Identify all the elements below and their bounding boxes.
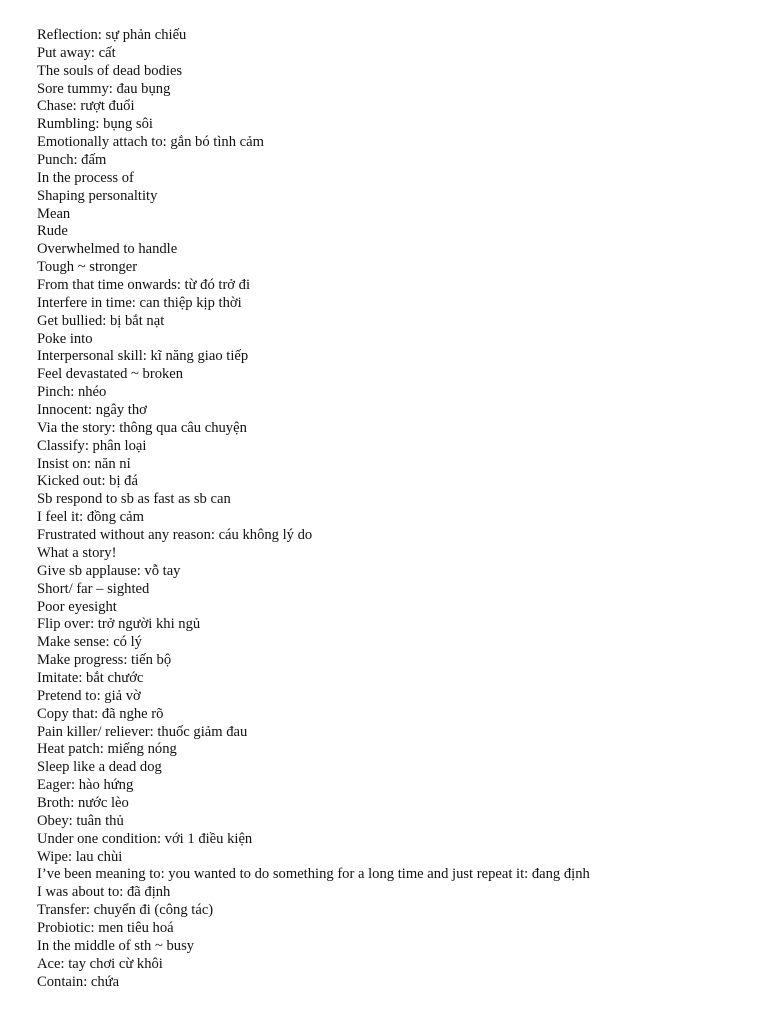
- vocab-line: Pinch: nhéo: [37, 384, 107, 401]
- vocab-line: Imitate: bắt chước: [37, 669, 144, 686]
- vocab-line: I’ve been meaning to: you wanted to do something for a long time and just repeat it: đang định: [37, 866, 590, 883]
- vocab-line: Classify: phân loại: [37, 437, 147, 454]
- vocab-line: Ace: tay chơi cừ khôi: [37, 955, 163, 972]
- vocab-line: The souls of dead bodies: [37, 62, 183, 79]
- vocab-line: Wipe: lau chùi: [37, 848, 123, 865]
- vocab-line: Pain killer/ reliever: thuốc giảm đau: [37, 723, 248, 740]
- vocab-line: Rude: [37, 223, 68, 240]
- vocab-line: Sb respond to sb as fast as sb can: [37, 491, 231, 508]
- vocab-line: Mean: [37, 205, 71, 222]
- vocab-line: Get bullied: bị bắt nạt: [37, 312, 165, 329]
- vocab-line: Poor eyesight: [37, 598, 117, 615]
- vocab-line: In the process of: [37, 169, 134, 186]
- vocab-line: Obey: tuân thủ: [37, 812, 124, 829]
- vocab-line: Innocent: ngây thơ: [37, 402, 147, 419]
- vocab-line: Flip over: trở người khi ngủ: [37, 616, 201, 633]
- vocab-line: In the middle of sth ~ busy: [37, 937, 195, 954]
- vocab-line: Broth: nước lèo: [37, 794, 129, 811]
- vocab-line: Frustrated without any reason: cáu không lý do: [37, 527, 313, 544]
- vocab-line: Reflection: sự phản chiếu: [37, 27, 187, 43]
- vocab-line: What a story!: [37, 544, 117, 561]
- vocab-line: Put away: cất: [37, 44, 116, 61]
- vocabulary-list: [37, 27, 760, 991]
- vocab-line: Give sb applause: vỗ tay: [37, 562, 181, 579]
- vocab-line: Interfere in time: can thiệp kịp thời: [37, 294, 242, 311]
- vocab-line: Via the story: thông qua câu chuyện: [37, 419, 247, 436]
- vocab-line: Eager: hào hứng: [37, 777, 134, 794]
- vocab-line: Rumbling: bụng sôi: [37, 116, 153, 133]
- vocab-line: Transfer: chuyển đi (công tác): [37, 902, 214, 919]
- vocab-line: Heat patch: miếng nóng: [37, 741, 177, 758]
- vocab-line: Make progress: tiến bộ: [37, 652, 172, 669]
- vocab-line: Emotionally attach to: gắn bó tình cảm: [37, 134, 264, 151]
- vocab-line: I feel it: đồng cảm: [37, 509, 144, 526]
- vocab-line: Shaping personaltity: [37, 187, 158, 204]
- vocab-line: Interpersonal skill: kĩ năng giao tiếp: [37, 348, 249, 365]
- vocab-line: Sore tummy: đau bụng: [37, 80, 171, 97]
- vocab-line: Punch: đấm: [37, 152, 107, 169]
- vocab-line: Overwhelmed to handle: [37, 241, 178, 258]
- vocab-line: Under one condition: với 1 điều kiện: [37, 830, 253, 847]
- vocab-line: Chase: rượt đuổi: [37, 98, 135, 115]
- vocab-line: Short/ far – sighted: [37, 580, 150, 597]
- vocab-line: Kicked out: bị đá: [37, 473, 138, 490]
- vocab-line: Make sense: có lý: [37, 634, 142, 651]
- vocab-line: Probiotic: men tiêu hoá: [37, 919, 174, 936]
- vocab-line: Poke into: [37, 330, 93, 347]
- vocab-line: Insist on: năn nỉ: [37, 455, 131, 472]
- vocab-line: Contain: chứa: [37, 973, 120, 990]
- vocab-line: Copy that: đã nghe rõ: [37, 705, 164, 722]
- vocab-line: Feel devastated ~ broken: [37, 366, 184, 383]
- vocab-line: I was about to: đã định: [37, 884, 171, 901]
- vocab-line: From that time onwards: từ đó trở đi: [37, 277, 251, 294]
- vocab-line: Sleep like a dead dog: [37, 759, 162, 776]
- vocab-line: Tough ~ stronger: [37, 259, 138, 276]
- vocab-line: Pretend to: giả vờ: [37, 687, 141, 704]
